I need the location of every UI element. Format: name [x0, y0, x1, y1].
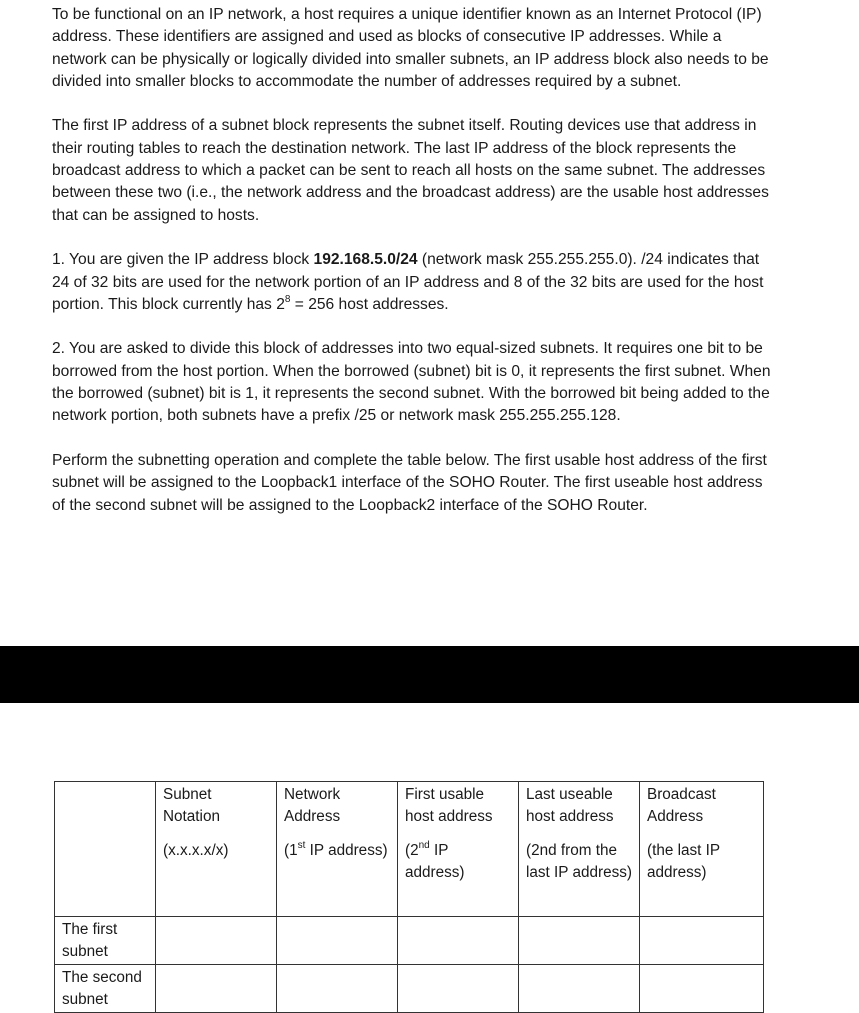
table-row-first-subnet [55, 917, 764, 965]
first-usable-cell[interactable] [398, 917, 519, 965]
column-hint: (2nd IP address) [405, 840, 465, 881]
column-hint: (the last IP address) [647, 842, 720, 881]
network-address-cell[interactable] [277, 917, 398, 965]
column-hint: (x.x.x.x/x) [163, 842, 229, 860]
task-paragraph: Perform the subnetting operation and complete the table below. The first usable host address of the first subnet will be assigned to the Loopback1 interface of the SOHO Router. The first useable host address of the second subnet will be assigned to the Loopback2 interface of the SOHO Router. [52, 451, 767, 514]
column-title: Broadcast Address [647, 786, 716, 825]
row-label: The second subnet [55, 965, 156, 1013]
table-row-second-subnet [55, 965, 764, 1013]
header-subnet-notation [156, 782, 277, 917]
ip-block-value: 192.168.5.0/24 [313, 251, 418, 269]
last-useable-cell[interactable] [519, 917, 640, 965]
subnet-notation-cell[interactable] [156, 917, 277, 965]
step-2-paragraph: 2. You are asked to divide this block of addresses into two equal-sized subnets. It requires one bit to be borrowed from the host portion. When the borrowed (subnet) bit is 0, it represents the first subnet. When the borrowed (subnet) bit is 1, it represents the second subnet. With the borrowed bit being added to the network portion, both subnets have a prefix /25 or network mask 255.255.255.128. [52, 340, 771, 425]
column-hint: (1st IP address) [284, 840, 388, 860]
broadcast-address-cell[interactable] [640, 965, 764, 1013]
exponent: 8 [284, 293, 291, 305]
subnet-notation-cell[interactable] [156, 965, 277, 1013]
last-useable-cell[interactable] [519, 965, 640, 1013]
broadcast-address-cell[interactable] [640, 917, 764, 965]
document-body [52, 4, 772, 517]
header-network-address [277, 782, 398, 917]
column-title: Network Address [284, 786, 341, 825]
step-1-paragraph [52, 249, 772, 316]
black-divider-bar [0, 646, 859, 703]
column-title: First usable host address [405, 786, 493, 825]
step-1-prefix: 1. You are given the IP address block [52, 251, 314, 269]
step-1-suffix: = 256 host addresses. [290, 295, 449, 313]
header-first-usable [398, 782, 519, 917]
column-title: Subnet Notation [163, 786, 220, 825]
subnet-table [54, 781, 764, 1013]
first-usable-cell[interactable] [398, 965, 519, 1013]
header-last-useable [519, 782, 640, 917]
header-corner-cell [55, 782, 156, 917]
subnet-explanation-paragraph: The first IP address of a subnet block represents the subnet itself. Routing devices use that address in their routing tables to reach the destination network. The last IP address of the block represents the broadcast address to which a packet can be sent to reach all hosts on the same subnet. The addresses between these two (i.e., the network address and the broadcast address) are the usable host addresses that can be assigned to hosts. [52, 117, 769, 224]
network-address-cell[interactable] [277, 965, 398, 1013]
intro-paragraph: To be functional on an IP network, a host requires a unique identifier known as an Internet Protocol (IP) address. These identifiers are assigned and used as blocks of consecutive IP addresses. While a network can be physically or logically divided into smaller subnets, an IP address block also needs to be divided into smaller blocks to accommodate the number of addresses required by a subnet. [52, 6, 769, 90]
column-title: Last useable host address [526, 786, 614, 825]
step-1-mid: (network mask 255.255.255.0). /24 indicates that 24 of 32 bits are used for the network portion of an IP address and 8 of the 32 bits are used for the host portion. This block currently has 2 [52, 251, 764, 313]
row-label: The first subnet [55, 917, 156, 965]
column-hint: (2nd from the last IP address) [526, 842, 632, 881]
table-header-row [55, 782, 764, 917]
header-broadcast-address [640, 782, 764, 917]
